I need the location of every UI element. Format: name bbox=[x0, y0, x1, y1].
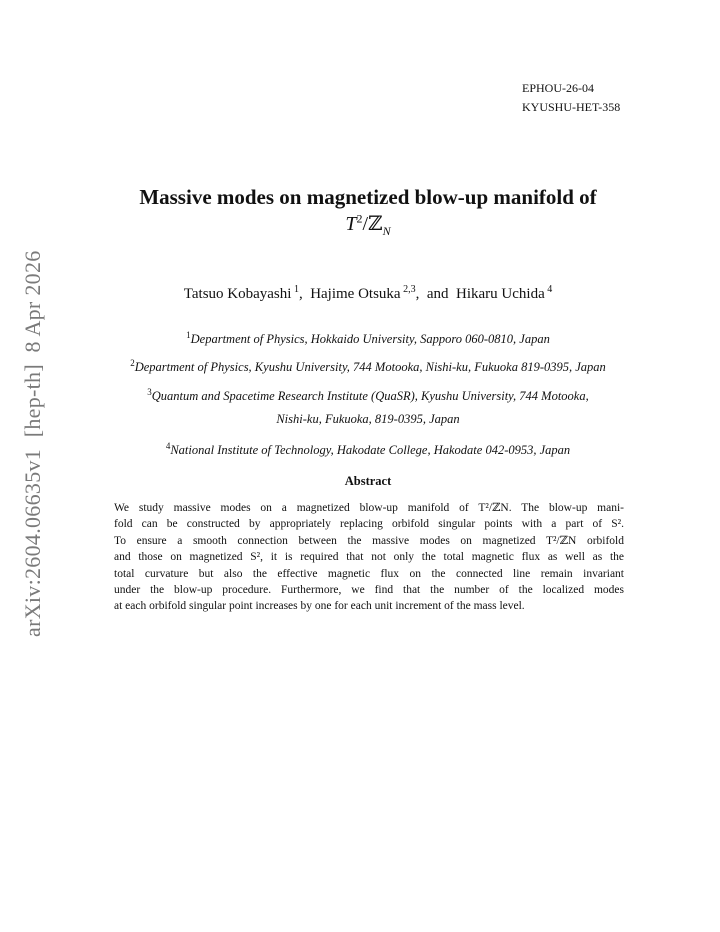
affiliation-text: National Institute of Technology, Hakodate College, Hakodate 042-0953, Japan bbox=[170, 443, 571, 458]
formula-sub: N bbox=[382, 224, 391, 238]
abstract-line: We study massive modes on a magnetized blow-up manifold of T²/ℤN. The blow-up mani- bbox=[114, 502, 624, 514]
author-name: Tatsuo Kobayashi bbox=[183, 286, 292, 302]
affiliation-number: 4 bbox=[165, 441, 171, 451]
affiliation-text: Department of Physics, Kyushu University, 744 Motooka, Nishi-ku, Fukuoka 819-0395, Japan bbox=[134, 360, 606, 375]
formula-sup: 2 bbox=[356, 211, 363, 226]
report-number-1: EPHOU-26-04 bbox=[522, 81, 594, 95]
abstract-body bbox=[114, 500, 624, 615]
author-affiliation-mark: 4 bbox=[547, 284, 553, 295]
abstract-line: under the blow-up procedure. Furthermore, we find that the number of the localized modes bbox=[114, 584, 624, 597]
affiliation-number: 3 bbox=[147, 387, 152, 397]
affiliation-text: Quantum and Spacetime Research Institute (QuaSR), Kyushu University, 744 Motooka, bbox=[151, 389, 589, 404]
abstract-line: total curvature but also the effective magnetic flux on the connected line remain invariant bbox=[114, 567, 624, 580]
abstract-heading: Abstract bbox=[344, 474, 392, 488]
affiliation-3 bbox=[80, 387, 656, 404]
affiliation-text: Department of Physics, Hokkaido University, Sapporo 060-0810, Japan bbox=[190, 332, 550, 347]
author-separator: , bbox=[298, 286, 311, 302]
author-name: Hikaru Uchida bbox=[456, 286, 545, 302]
author-separator: , and bbox=[415, 286, 457, 302]
abstract-line: and those on magnetized S², it is required that not only the total magnetic flux as well as the bbox=[114, 551, 624, 564]
paper-title: Massive modes on magnetized blow-up manifold of bbox=[139, 185, 597, 209]
paper-title-formula bbox=[60, 211, 676, 239]
author-name: Hajime Otsuka bbox=[310, 286, 401, 302]
affiliation-number: 2 bbox=[130, 358, 135, 368]
author-list bbox=[60, 284, 676, 303]
author-affiliation-mark: 1 bbox=[293, 284, 299, 295]
formula-rest: /ℤ bbox=[362, 213, 383, 235]
affiliation-number: 1 bbox=[186, 330, 191, 340]
abstract-line: To ensure a smooth connection between the massive modes on magnetized T²/ℤN orbifold bbox=[114, 534, 624, 547]
abstract-line: fold can be constructed by appropriately replacing orbifold singular points with a part of S². bbox=[114, 518, 624, 531]
formula-base: T bbox=[345, 213, 357, 235]
arxiv-stamp: arXiv:2604.06635v1 [hep-th] 8 Apr 2026 bbox=[20, 250, 45, 637]
report-number-2: KYUSHU-HET-358 bbox=[522, 100, 621, 114]
affiliation-2 bbox=[70, 358, 666, 375]
affiliation-3-continued: Nishi-ku, Fukuoka, 819-0395, Japan bbox=[276, 412, 460, 426]
abstract-line: at each orbifold singular point increases by one for each unit increment of the mass level. bbox=[114, 600, 525, 613]
author-affiliation-mark: 2,3 bbox=[403, 284, 416, 295]
affiliation-4 bbox=[80, 441, 656, 458]
affiliation-1 bbox=[80, 330, 656, 347]
